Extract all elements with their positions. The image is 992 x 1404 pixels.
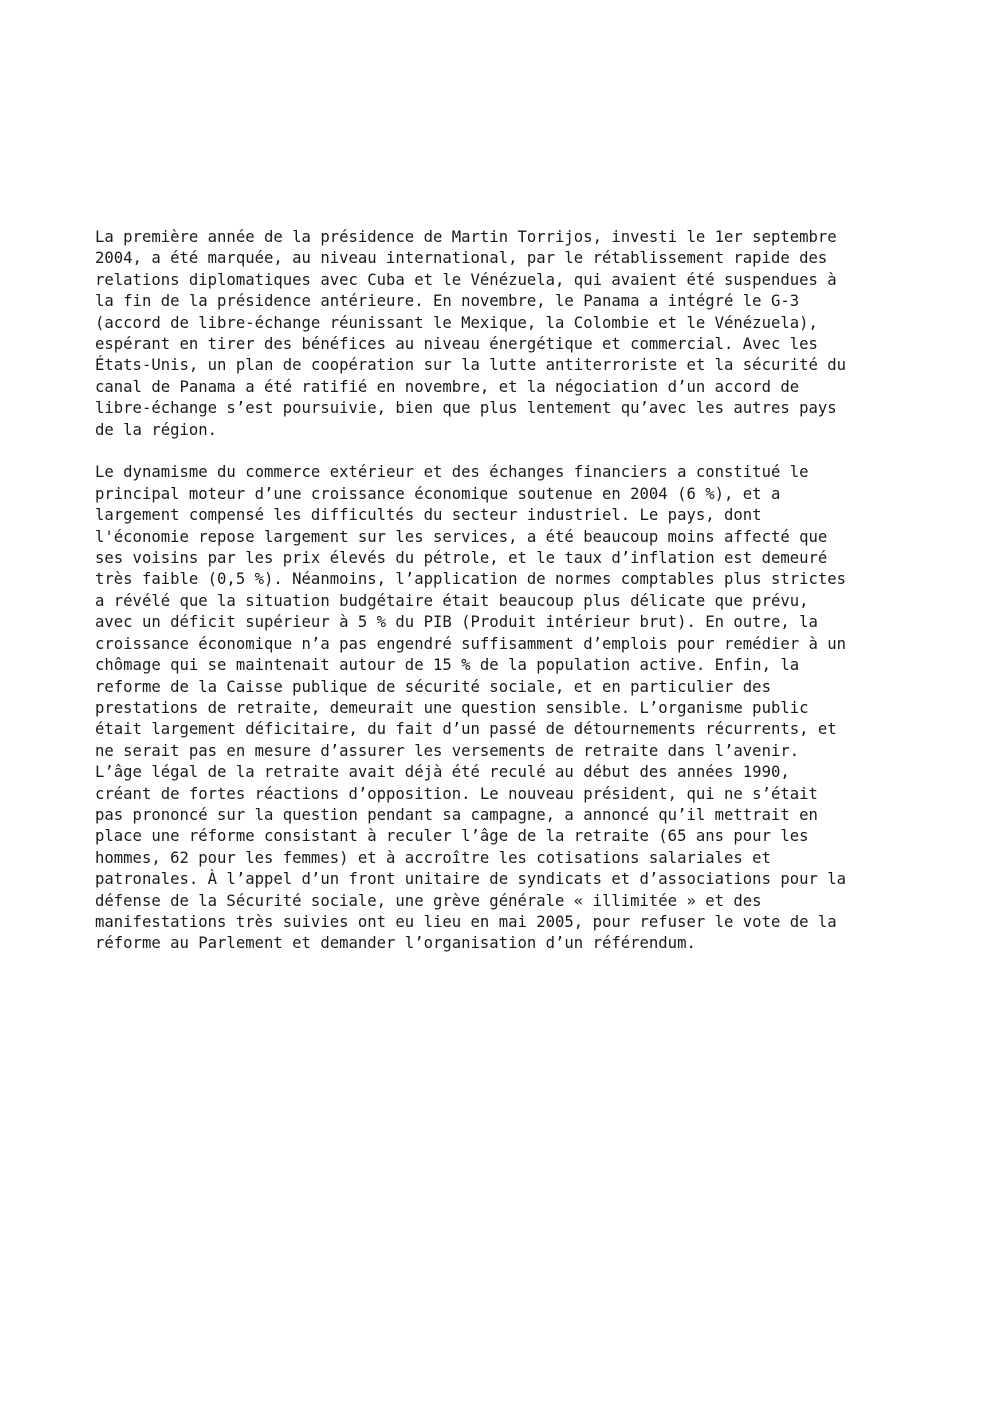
paragraph-1: La première année de la présidence de Martin Torrijos, investi le 1er septembre 2004, a été marquée, au niveau international, par le rétablissement rapide des relations diplomatiques avec Cuba et le Vénézuela, qui avaient été suspendues à la fin de la présidence antérieure. En novembre, le Panama a intégré le G-3 (accord de libre-échange réunissant le Mexique, la Colombie et le Vénézuela), espérant en tirer des bénéfices au niveau énergétique et commercial. Avec les États-Unis, un plan de coopération sur la lutte antiterroriste et la sécurité du canal de Panama a été ratifié en novembre, et la négociation d’un accord de libre-échange s’est poursuivie, bien que plus lentement qu’avec les autres pays de la région. — [95, 228, 847, 439]
paragraph-2: Le dynamisme du commerce extérieur et des échanges financiers a constitué le principal moteur d’une croissance économique soutenue en 2004 (6 %), et a largement compensé les difficultés du secteur industriel. Le pays, dont l'économie repose largement sur les services, a été beaucoup moins affecté que ses voisins par les prix élevés du pétrole, et le taux d’inflation est demeuré très faible (0,5 %). Néanmoins, l’application de normes comptables plus strictes a révélé que la situation budgétaire était beaucoup plus délicate que prévu, avec un déficit supérieur à 5 % du PIB (Produit intérieur brut). En outre, la croissance économique n’a pas engendré suffisamment d’emplois pour remédier à un chômage qui se maintenait autour de 15 % de la population active. Enfin, la reforme de la Caisse publique de sécurité sociale, et en particulier des prestations de retraite, demeurait une question sensible. L’organisme public était largement déficitaire, du fait d’un passé de détournements récurrents, et ne serait pas en mesure d’assurer les versements de retraite dans l’avenir. L’âge légal de la retraite avait déjà été reculé au début des années 1990, créant de fortes réactions d’opposition. Le nouveau président, qui ne s’était pas prononcé sur la question pendant sa campagne, a annoncé qu’il mettrait en place une réforme consistant à reculer l’âge de la retraite (65 ans pour les hommes, 62 pour les femmes) et à accroître les cotisations salariales et patronales. À l’appel d’un front unitaire de syndicats et d’associations pour la défense de la Sécurité sociale, une grève générale « illimitée » et des manifestations très suivies ont eu lieu en mai 2005, pour refuser le vote de la réforme au Parlement et demander l’organisation d’un référendum. — [95, 463, 847, 953]
document-body — [95, 227, 915, 955]
